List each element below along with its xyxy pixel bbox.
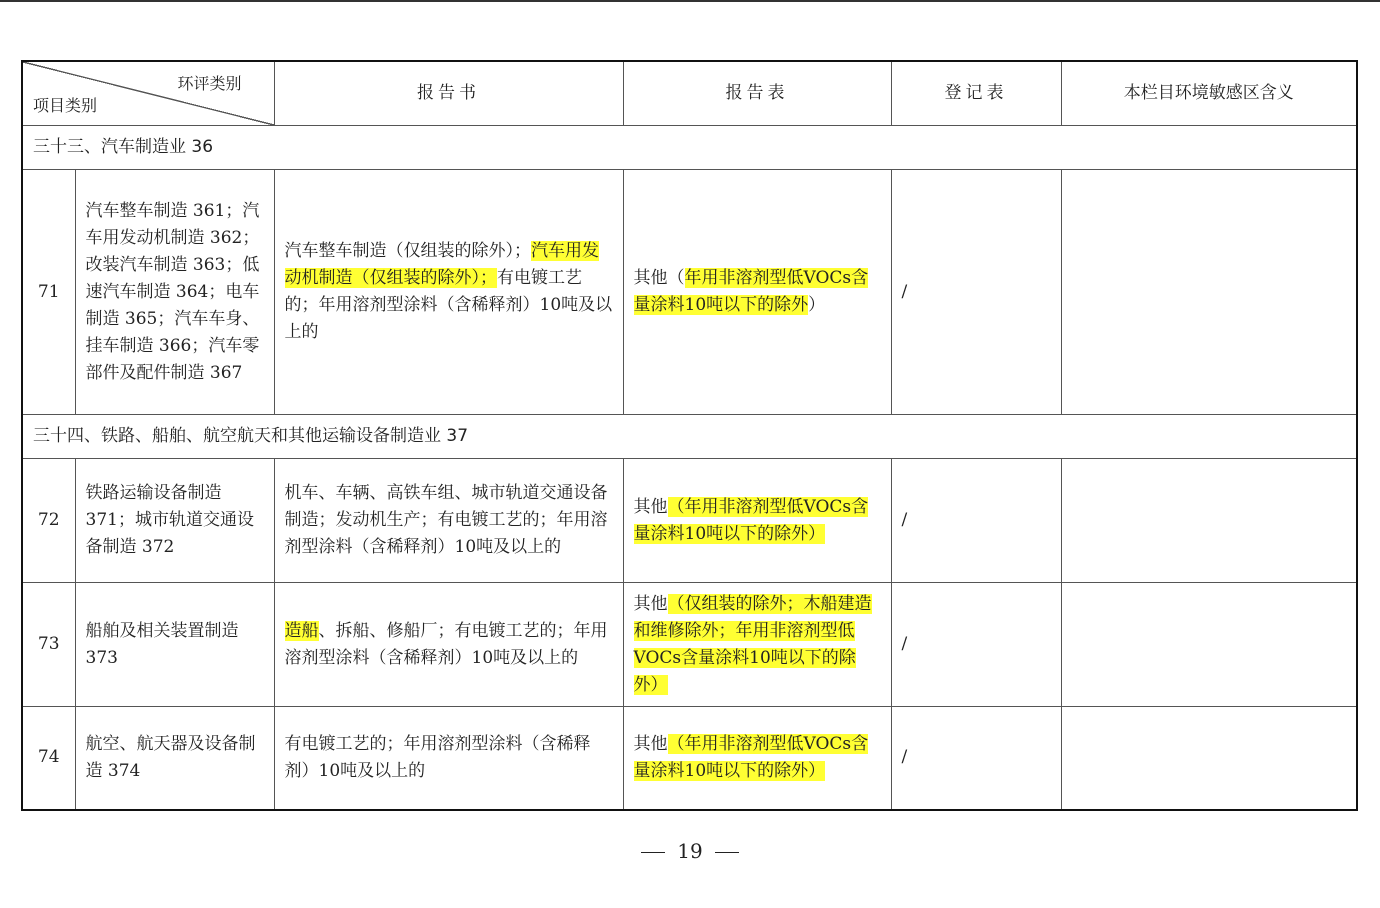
highlighted-text: （年用非溶剂型低VOCs含量涂料10吨以下的除外） <box>633 496 869 544</box>
table-row <box>22 707 1357 810</box>
dash-left <box>641 852 665 854</box>
report-form-cell <box>623 170 891 415</box>
col-header-register: 登记表 <box>891 61 1061 126</box>
table-row <box>22 583 1357 707</box>
table-row <box>22 170 1357 415</box>
report-form-text: 其他 <box>633 496 668 517</box>
report-form-cell <box>623 583 891 707</box>
report-book-text: 汽车整车制造（仅组装的除外）； <box>284 241 531 261</box>
project-category-cell: 航空、航天器及设备制造 374 <box>75 707 274 810</box>
top-rule <box>0 0 1380 2</box>
report-form-text: 其他 <box>633 593 668 614</box>
project-category-label: 项目类别 <box>33 96 98 115</box>
row-number: 72 <box>22 459 75 583</box>
row-number: 73 <box>22 583 75 707</box>
report-form-cell <box>623 707 891 810</box>
section-row <box>22 126 1357 170</box>
page-footer <box>0 836 1380 866</box>
table-row <box>22 459 1357 583</box>
report-book-cell <box>274 583 623 707</box>
diagonal-header-cell <box>22 61 274 126</box>
sensitive-area-cell <box>1061 170 1357 415</box>
page-number: 19 <box>677 839 703 863</box>
sensitive-area-cell <box>1061 583 1357 707</box>
eia-category-label: 环评类别 <box>177 74 242 93</box>
register-cell: / <box>891 707 1061 810</box>
report-form-text: ） <box>808 295 826 315</box>
highlighted-text: 造船 <box>284 620 319 641</box>
highlighted-text: （年用非溶剂型低VOCs含量涂料10吨以下的除外） <box>633 733 869 781</box>
report-form-cell <box>623 459 891 583</box>
sensitive-area-cell <box>1061 707 1357 810</box>
section-row <box>22 415 1357 459</box>
register-cell: / <box>891 170 1061 415</box>
report-form-text: 其他 <box>633 733 668 754</box>
section-title: 三十三、汽车制造业 36 <box>22 126 1357 170</box>
report-book-cell: 有电镀工艺的；年用溶剂型涂料（含稀释剂）10吨及以上的 <box>274 707 623 810</box>
section-title: 三十四、铁路、船舶、航空航天和其他运输设备制造业 37 <box>22 415 1357 459</box>
project-category-cell: 船舶及相关装置制造 373 <box>75 583 274 707</box>
sensitive-area-cell <box>1061 459 1357 583</box>
report-form-text: 其他（ <box>633 268 685 288</box>
project-category-cell: 汽车整车制造 361；汽车用发动机制造 362；改装汽车制造 363；低速汽车制造 364；电车制造 365；汽车车身、挂车制造 366；汽车零部件及配件制造 367 <box>75 170 274 415</box>
highlighted-text: 汽车用发动机制造（仅组装的除外）； <box>284 241 599 288</box>
highlighted-text: 年用非溶剂型低VOCs含量涂料10吨以下的除外 <box>633 268 869 315</box>
row-number: 71 <box>22 170 75 415</box>
report-book-text: 有电镀工艺的；年用溶剂型涂料（含稀释剂）10吨及以上的 <box>284 268 613 342</box>
col-header-sensitive-area: 本栏目环境敏感区含义 <box>1061 61 1357 126</box>
report-book-cell <box>274 170 623 415</box>
header-row <box>22 61 1357 126</box>
dash-right <box>715 852 739 854</box>
register-cell: / <box>891 459 1061 583</box>
eia-catalog-table <box>21 60 1358 811</box>
project-category-cell: 铁路运输设备制造 371；城市轨道交通设备制造 372 <box>75 459 274 583</box>
row-number: 74 <box>22 707 75 810</box>
highlighted-text: （仅组装的除外；木船建造和维修除外；年用非溶剂型低VOCs含量涂料10吨以下的除外） <box>633 593 872 695</box>
col-header-report-form: 报告表 <box>623 61 891 126</box>
col-header-report-book: 报告书 <box>274 61 623 126</box>
report-book-cell: 机车、车辆、高铁车组、城市轨道交通设备制造；发动机生产；有电镀工艺的；年用溶剂型涂料（含稀释剂）10吨及以上的 <box>274 459 623 583</box>
report-book-text: 、拆船、修船厂；有电镀工艺的；年用溶剂型涂料（含稀释剂）10吨及以上的 <box>284 620 608 668</box>
register-cell: / <box>891 583 1061 707</box>
